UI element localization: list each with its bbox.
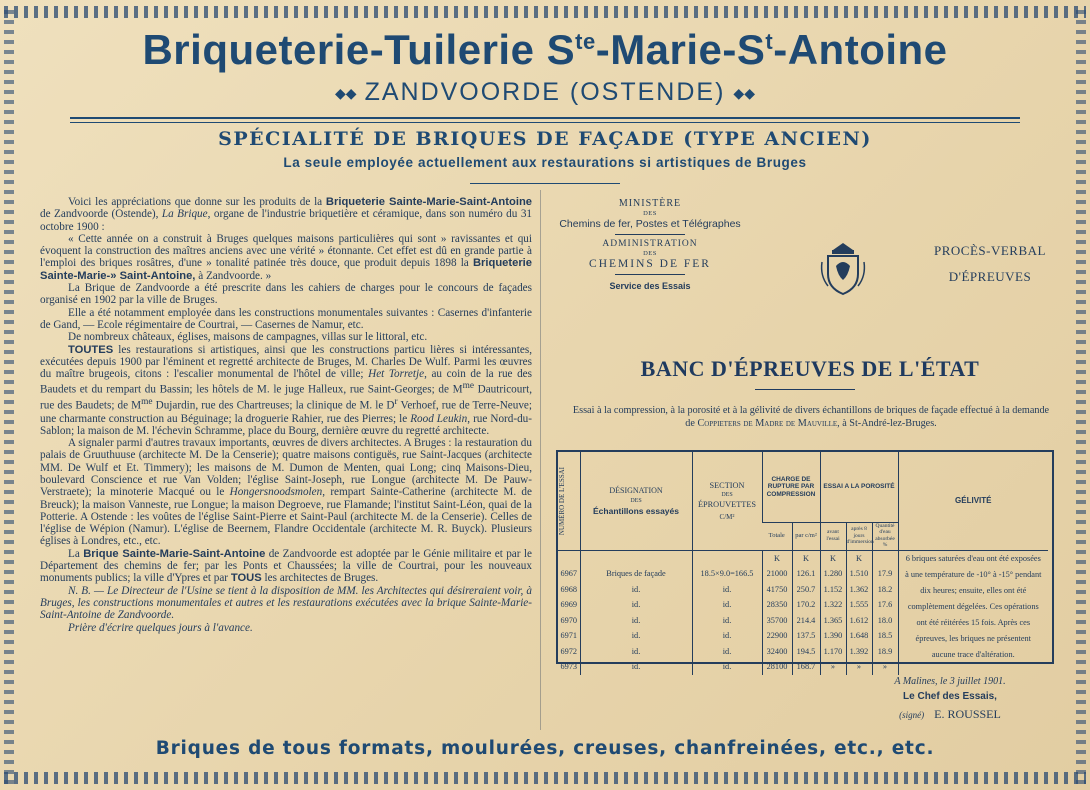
coat-of-arms-icon xyxy=(818,240,868,298)
unit-label: K xyxy=(846,550,872,566)
ornament-right-icon: ◆◆ xyxy=(733,84,755,101)
header-designation: DÉSIGNATION DES Échantillons essayés xyxy=(580,452,692,550)
table-row: 6970 id. id. 35700 214.4 1.365 1.612 18.0 xyxy=(558,613,1048,629)
table-row: 6973 id. id. 28100 168.7 » » » xyxy=(558,659,1048,675)
header-avant: avant l'essai xyxy=(820,522,846,550)
location-subtitle: ◆◆ ZANDVOORDE (OSTENDE) ◆◆ xyxy=(335,78,755,106)
header-totale: Totale xyxy=(762,522,792,550)
signature-block: A Malines, le 3 juillet 1901. Le Chef des Essais, (signé) E. ROUSSEL xyxy=(894,676,1006,721)
header-section: SECTION DES ÉPROUVETTES C/M² xyxy=(692,452,762,550)
proces-verbal: PROCÈS-VERBAL D'ÉPREUVES xyxy=(934,243,1046,284)
unit-label: K xyxy=(762,550,792,566)
decorative-border-top xyxy=(4,6,1086,18)
header-gelivite: GÉLIVITÉ xyxy=(898,452,1048,550)
paragraph: TOUTES les restaurations si artistiques, ainsi que les constructions particu lières si intéressantes, exécutées depuis 1900 par l'éminent et regretté architecte de Bruges, M. Charles De Wulf. Parmi les œuvres du maître brugeois, citons : l'escalier monumental de l'hôtel de ville; Het Torretje, au coin de la rue des Baudets et du rempart du Bassin; les hôtels de M. le juge Halleux, rue Saint-Georges; de $M^{me}$ Dautricourt, rue des Baudets; de $M^{me}$ Dujardin, rue des Chartreuses; la clinique de M. le $D^r$ Verhoef, rue de Terre-Neuve; une charmante construction au Béguinage; la droguerie Rahier, rue des Pierres; le Rood Leukin, rue Nord-du-Sablon; la maison de M. l'échevin Schramme, place du Bourg, dernière œuvre du regretté architecte. xyxy=(40,343,533,437)
paragraph: Elle a été notamment employée dans les constructions monumentales suivantes : Casernes d'infanterie de Gand, — Ecole régimentaire de Courtrai, — Casernes de Namur, etc. xyxy=(40,306,532,331)
gelivite-text: 6 briques saturées d'eau ont été exposées à une température de -10° à -15° pendant dix heures; ensuite, elles ont été complètement dégelées. Ces opérations ont été réitérées 15 fois. Après ces épreuves, les briques ne présentent aucune trace d'altération. xyxy=(898,550,1048,675)
header-rule xyxy=(70,117,1020,119)
header-par-cm: par c/m² xyxy=(792,522,820,550)
paragraph: La Brique de Zandvoorde a été prescrite dans les cahiers de charges pour le concours de façades organisé en 1902 par la ville de Bruges. xyxy=(40,282,532,307)
divider xyxy=(755,389,855,390)
decorative-border-left xyxy=(4,6,14,784)
nb-paragraph: N. B. — Le Directeur de l'Usine se tient à la disposition de MM. les Architectes qui désireraient voir, à Bruges, les constructions monumentales et autres et les restaurations exécutées avec la brique Sainte-Marie-Saint-Antoine de Zandvoorde. xyxy=(40,584,532,622)
test-results-table xyxy=(558,452,1048,675)
specialite-heading: SPÉCIALITÉ DE BRIQUES DE FAÇADE (TYPE ANCIEN) xyxy=(218,128,872,150)
banc-title: BANC D'ÉPREUVES DE L'ÉTAT xyxy=(640,356,980,381)
footer-slogan: Briques de tous formats, moulurées, creuses, chanfreinées, etc., etc. xyxy=(155,738,935,759)
table-row: 6969 id. id. 28350 170.2 1.322 1.555 17.6 xyxy=(558,597,1048,613)
essai-description: Essai à la compression, à la porosité et à la gélivité de divers échantillons de briques de façade effectué à la demande de Coppieters de Madre de Mauville, à St-André-lez-Bruges. xyxy=(572,405,1050,429)
left-column-text xyxy=(40,196,532,634)
company-title: Briqueterie-Tuilerie $S^{te}-Marie-S^t$-Antoine xyxy=(142,26,948,73)
divider xyxy=(470,183,620,184)
table-row: 6971 id. id. 22900 137.5 1.390 1.648 18.5 xyxy=(558,628,1048,644)
tagline: La seule employée actuellement aux restaurations si artistiques de Bruges xyxy=(283,155,807,170)
unit-label: K xyxy=(792,550,820,566)
unit-label: K xyxy=(820,550,846,566)
decorative-border-bottom xyxy=(4,772,1086,784)
table-row: 6968 id. id. 41750 250.7 1.152 1.362 18.2 xyxy=(558,582,1048,598)
ministere-block: MINISTÈRE DES Chemins de fer, Postes et Télégraphes ADMINISTRATION DES CHEMINS DE FER Service des Essais xyxy=(559,198,741,291)
header-porosite: ESSAI A LA POROSITÉ xyxy=(820,452,898,522)
paragraph: Voici les appréciations que donne sur les produits de la Briqueterie Sainte-Marie-Saint-Antoine de Zandvoorde (Ostende), La Brique, organe de l'industrie briquetière et céramique, dans son numéro du 31 octobre 1900 : xyxy=(40,196,533,233)
paragraph: A signaler parmi d'autres travaux importants, œuvres de divers architectes. A Bruges : la restauration du palais de Gruuthuuse (architecte M. De la Censerie); quatre maisons contiguës, rue Saint-Jacques (architecte MM. De Wulf et Et. Timmery); les maisons de M. Dumon de Menten, quai Long; cinq Maisons-Dieu, boulevard Conscience et rue Van Volden; l'église Saint-Joseph, rue Longue (architecte M. De Pauw-Verstraete); la minoterie Macqué ou le Hongersnoodsmolen, rempart Sainte-Catherine (architecte M. de Breuck); la maison Vanneste, rue Longue; la maison Degroeve, rue Flamande; l'institut Saint-Léon, quai de la Potterie. A Ostende : les voûtes de l'église Saint-Pierre et Saint-Paul (architecte M. de la Censerie). Celles de l'église de Wépion (Namur). L'église de Beernem, Flandre Occidentale (architecte M. R. Buyck). Plusieurs églises à Londres, etc., etc. xyxy=(40,437,532,548)
ornament-left-icon: ◆◆ xyxy=(335,84,357,101)
paragraph: La Brique Sainte-Marie-Saint-Antoine de Zandvoorde est adoptée par le Génie militaire et par le Département des chemins de fer; par les Ponts et Chaussées; la ville de Courtrai, pour les nouveaux monuments publics; la ville d'Ypres et par TOUS les architectes de Bruges. xyxy=(40,547,532,585)
header-apres: après 8 jours d'immersion xyxy=(846,522,872,550)
table-row: 6967 Briques de façade 18.5×9.0=166.5 21000 126.1 1.280 1.510 17.9 xyxy=(558,566,1048,582)
header-quantite: Quantité d'eau absorbée % xyxy=(872,522,898,550)
column-divider xyxy=(540,190,541,730)
decorative-border-right xyxy=(1076,6,1086,784)
table-row: 6972 id. id. 32400 194.5 1.170 1.392 18.9 xyxy=(558,644,1048,660)
header-charge: CHARGE DE RUPTURE PAR COMPRESSION xyxy=(762,452,820,522)
paragraph: « Cette année on a construit à Bruges quelques maisons particulières qui sont » ravissantes et qui évoquent la construction des maîtres anciens avec une vérité » étonnante. Cet effet est dû en grande partie à l'emploi des briques rosâtres, d'une » tonalité patinée très douce, que produit depuis 1898 la Briqueterie Sainte-Marie-» Saint-Antoine, à Zandvoorde. » xyxy=(40,232,532,282)
paragraph: Prière d'écrire quelques jours à l'avance. xyxy=(68,621,253,634)
paragraph: De nombreux châteaux, églises, maisons de campagnes, villas sur le littoral, etc. xyxy=(68,331,428,344)
header-numero: NUMÉRO DE L'ESSAI xyxy=(558,452,580,550)
